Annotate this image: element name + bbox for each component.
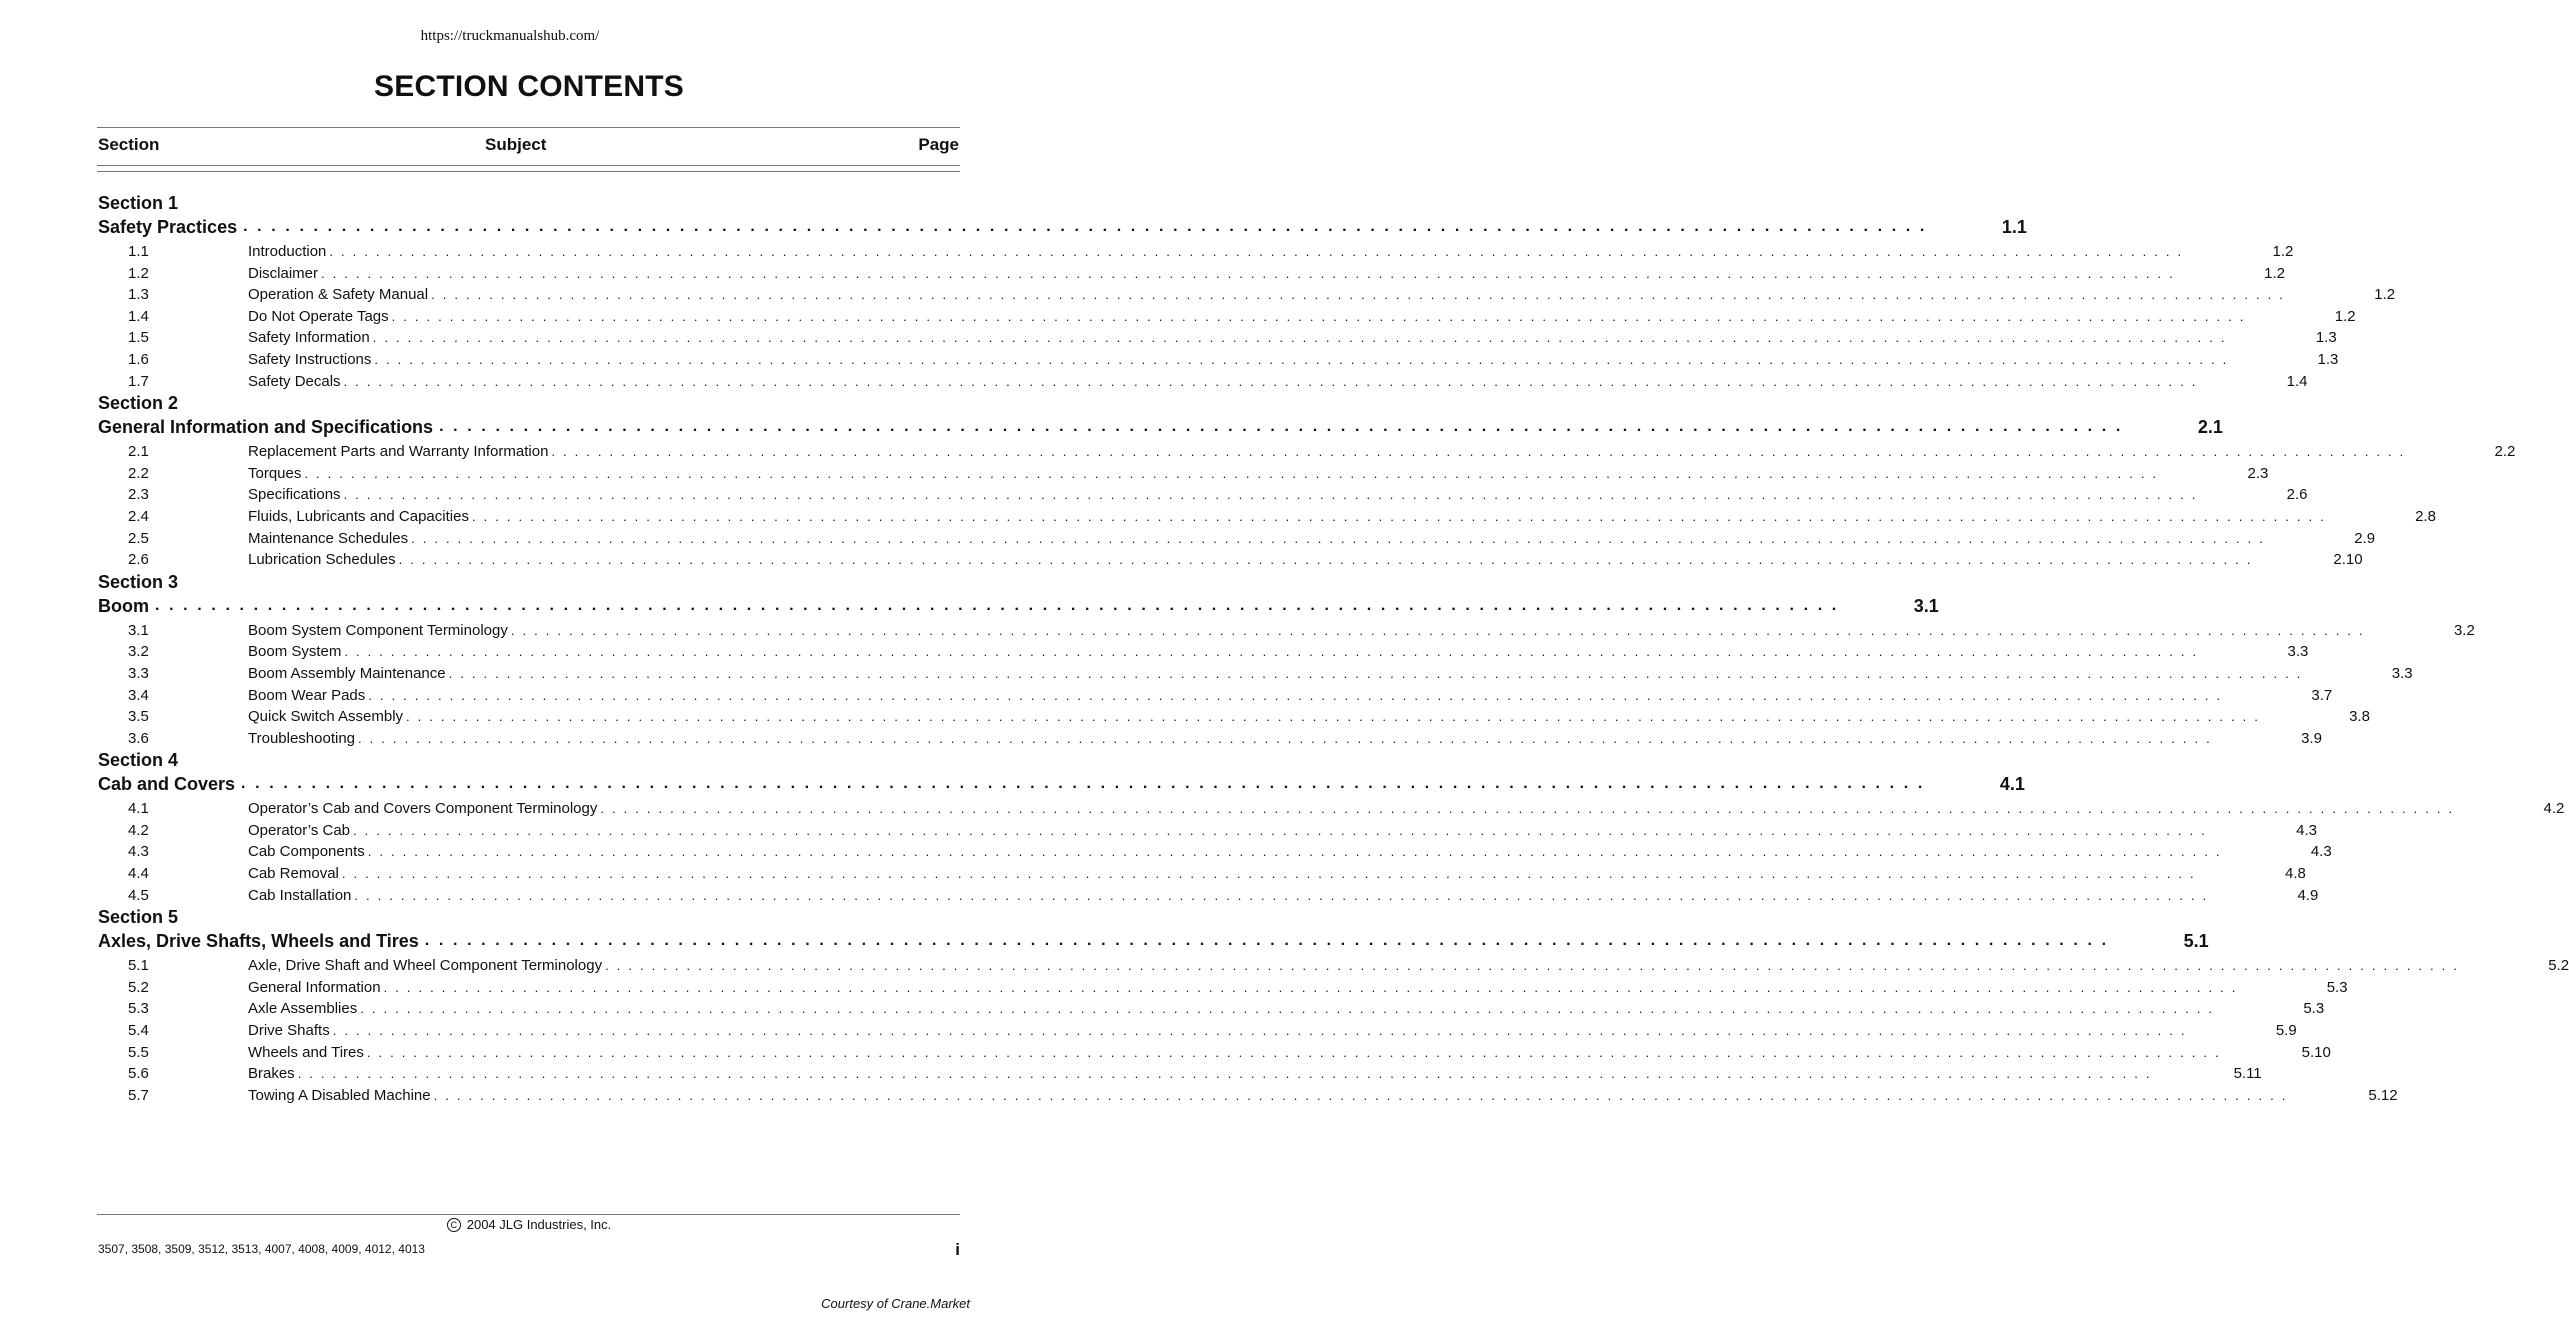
- leader-gap: [2253, 549, 2323, 571]
- leader-gap: [2246, 306, 2316, 328]
- leader-gap: [2326, 506, 2396, 528]
- dot-leader: . . . . . . . . . . . . . . . . . . . . . . . . . . . . . . . . . . . . . . . . . . . . . . . . . . . . . . . . . . . . . . . . . . . . . . . . . . . . . . . . . . . . . . . . . . . . . . . . . . . . . . . . . . . . . . . . . . . . . . . . . . . . . . . . . . . . . . . . . . . . . . . . . . . . . . . . . . . . . . . .: [374, 351, 2229, 367]
- dot-leader: . . . . . . . . . . . . . . . . . . . . . . . . . . . . . . . . . . . . . . . . . . . . . . . . . . . . . . . . . . . . . . . . . . . . . . . . . . . . . . . . . . . . . . . . . . . . . . . . . . . . . . . . . . . . . . . . . . . . . . . . . . . . . . . . . . . . . . . . . . . . . . . . . . . . . . . . . . . . . . . .: [344, 644, 2199, 660]
- item-subject: Troubleshooting: [248, 729, 356, 747]
- item-number: 1.4: [128, 307, 149, 325]
- item-number: 5.7: [128, 1086, 149, 1104]
- list-item: [98, 706, 2371, 728]
- column-header-section: Section: [98, 135, 160, 154]
- list-item: [98, 685, 2333, 707]
- leader-gap: [2222, 685, 2292, 707]
- item-page: 3.7: [2311, 686, 2333, 704]
- dot-leader: . . . . . . . . . . . . . . . . . . . . . . . . . . . . . . . . . . . . . . . . . . . . . . . . . . . . . . . . . . . . . . . . . . . . . . . . . . . . . . . . . . . . . . . . . . . . . . . . . . . . . . . . . . . . . . . . . . . . . . . .: [155, 596, 1839, 614]
- list-item: [98, 327, 2337, 349]
- leader-gap: [2227, 327, 2297, 349]
- leader-gap: [2454, 798, 2524, 820]
- dot-leader: . . . . . . . . . . . . . . . . . . . . . . . . . . . . . . . . . . . . . . . . . . . . . . . . . . . . . . . . . . . . . . . . . . . . . . . . . . . . . . . . . . . . . . . . . . . . . . . . . . . . . . . . . . . . . . . . . . . . . . . . . . . . . . . . . . . . . . . . . . . . . . . . . . . . . . . . . . . . . . . .: [332, 1023, 2187, 1039]
- item-number: 5.3: [128, 1000, 149, 1018]
- list-item: [98, 798, 2565, 820]
- column-header-subject: Subject: [485, 135, 547, 154]
- dot-leader: . . . . . . . . . . . . . . . . . . . . . . . . . . . . . . . . . . . . . . . . . . . . . . . . . . . . . . . . . . . . . . . . . . . . . . . . . . . . . . . . . . . . . . . . . . . . . . . . . . . . . . . . . . . . . . . . . . . . . . . . . . . . . . . . . . . . . . . . . . . . . . . . . . . . . . . . . . . . . . . .: [431, 287, 2286, 303]
- item-number: 1.2: [128, 264, 149, 282]
- list-item: [98, 284, 2396, 306]
- list-item: [98, 820, 2317, 842]
- section-page: 2.1: [2197, 417, 2223, 438]
- dot-leader: . . . . . . . . . . . . . . . . . . . . . . . . . . . . . . . . . . . . . . . . . . . . . . . . . . . . . . . . . . . . . . . . . . . . . . . . . . . . . . . . . . . . . . . . . . . . . . . . . . . . . . . . . . . . . . . . . . . . . . . . . . . . . . . . . . . . . . . . . . . . . . . . . . . . . . . . . . . . . . . .: [304, 465, 2159, 481]
- item-page: 2.9: [2354, 529, 2376, 547]
- item-subject: Axle Assemblies: [248, 1000, 358, 1018]
- dot-leader: . . . . . . . . . . . . . . . . . . . . . . . . . . . . . . . . . . . . . . . . . . . . . . . . . . . . . . . . . . . . . . . . . . . . . . . . . . . . . . . . . . . . . . . . . . . . . . . . . . . . . . . . . . . . . . . . . . . . . . . .: [424, 932, 2109, 950]
- section-label: Section 2: [98, 393, 179, 414]
- dot-leader: . . . . . . . . . . . . . . . . . . . . . . . . . . . . . . . . . . . . . . . . . . . . . . . . . . . . . . . . . . . . . . . . . . . . . . . . . . . . . . . . . . . . . . . . . . . . . . . . . . . . . . . . . . . . . . . . . . . . . . . . . . . . . . . . . . . . . . . . . . . . . . . . . . . . . . . . . . . . . . . .: [366, 1044, 2221, 1060]
- item-number: 5.6: [128, 1065, 149, 1083]
- page-number: i: [955, 1240, 960, 1259]
- dot-leader: . . . . . . . . . . . . . . . . . . . . . . . . . . . . . . . . . . . . . . . . . . . . . . . . . . . . . . . . . . . . . . . . . . . . . . . . . . . . . . . . . . . . . . . . . . . . . . . . . . . . . . . . . . . . . . . . . . . . . . . . . . . . . . . . . . . . . . . . . . . . . . . . . . . . . . . . . . . . . . . .: [329, 244, 2184, 259]
- section-label: Section 1: [98, 193, 179, 213]
- item-page: 5.11: [2233, 1065, 2262, 1083]
- model-numbers: 3507, 3508, 3509, 3512, 3513, 4007, 4008, 4009, 4012, 4013: [98, 1242, 425, 1256]
- item-subject: Do Not Operate Tags: [248, 307, 389, 325]
- item-subject: Safety Information: [248, 329, 370, 347]
- leader-gap: [2183, 241, 2253, 263]
- item-page: 1.2: [2264, 264, 2285, 282]
- leader-gap: [2285, 284, 2355, 306]
- dot-leader: . . . . . . . . . . . . . . . . . . . . . . . . . . . . . . . . . . . . . . . . . . . . . . . . . . . . . . . . . . . . . . . . . . . . . . . . . . . . . . . . . . . . . . . . . . . . . . . . . . . . . . . . . . . . . . . . . . . . . . . . . . . . . . . . . . . . . . . . . . . . . . . . . . . . . . . . . . . . . . . .: [471, 508, 2326, 524]
- item-page: 1.4: [2286, 372, 2308, 390]
- dot-leader: . . . . . . . . . . . . . . . . . . . . . . . . . . . . . . . . . . . . . . . . . . . . . . . . . . . . . . . . . . . . . . . . . . . . . . . . . . . . . . . . . . . . . . . . . . . . . . . . . . . . . . . . . . . . . . . . . . . . . . . . . . . . . . . . . . . . . . . . . . . . . . . . . . . . . . . . . . . . . . . .: [391, 308, 2246, 324]
- leader-gap: [2260, 706, 2330, 728]
- item-number: 5.2: [128, 978, 149, 996]
- item-page: 4.8: [2284, 865, 2306, 883]
- item-subject: Torques: [248, 464, 302, 482]
- item-subject: Wheels and Tires: [248, 1043, 364, 1061]
- section-page: 4.1: [1999, 774, 2025, 795]
- dot-leader: . . . . . . . . . . . . . . . . . . . . . . . . . . . . . . . . . . . . . . . . . . . . . . . . . . . . . . . . . . . . . . . . . . . . . . . . . . . . . . . . . . . . . . . . . . . . . . . . . . . . . . . . . . . . . . . . . . . . . . . . . . . . . . . . . . . . . . . . . . . . . . . . . . . . . . . . . . . . . . . .: [321, 265, 2175, 281]
- item-number: 4.3: [128, 843, 149, 861]
- page-title: SECTION CONTENTS: [374, 70, 684, 103]
- list-item: [98, 463, 2269, 485]
- list-item: [98, 977, 2348, 999]
- list-item: [98, 998, 2325, 1020]
- item-subject: Safety Decals: [248, 372, 341, 390]
- item-number: 5.4: [128, 1022, 149, 1040]
- list-item: [98, 1042, 2331, 1064]
- item-page: 1.2: [2272, 243, 2294, 260]
- list-item: [98, 528, 2376, 550]
- dot-leader: . . . . . . . . . . . . . . . . . . . . . . . . . . . . . . . . . . . . . . . . . . . . . . . . . . . . . . . . . . . . . . . . . . . . . . . . . . . . . . . . . . . . . . . . . . . . . . . . . . . . . . . . . . . . . . . . . . . . . . . . . . . . . . . . . . . . . . . . . . . . . . . . . . . . . . . . . . . . . . . .: [383, 979, 2238, 995]
- item-page: 2.10: [2333, 551, 2363, 569]
- dot-leader: . . . . . . . . . . . . . . . . . . . . . . . . . . . . . . . . . . . . . . . . . . . . . . . . . . . . . . . . . . . . . . . . . . . . . . . . . . . . . . . . . . . . . . . . . . . . . . . . . . . . . . . . . . . . . . . . . . . . . . . . . . . . . . . . . . . . . . . . . . . . . . . . . . . . . . . . . . . . . . . .: [605, 958, 2460, 974]
- list-item: [98, 885, 2319, 907]
- section-label: Section 3: [98, 571, 179, 592]
- leader-gap: [2175, 263, 2245, 285]
- leader-gap: [2196, 863, 2266, 885]
- list-item: [98, 349, 2339, 371]
- dot-leader: . . . . . . . . . . . . . . . . . . . . . . . . . . . . . . . . . . . . . . . . . . . . . . . . . . . . . . . . . . . . . . . . . . . . . . . . . . . . . . . . . . . . . . . . . . . . . . . . . . . . . . . . . . . . . . . . . . . . . . . . . . . . . . . . . . . . . . . . . . . . . . . . . . . . . . . . . . . . . . . .: [343, 487, 2198, 503]
- item-page: 4.3: [2310, 843, 2332, 861]
- section-label: Section 4: [98, 750, 179, 771]
- list-item: [98, 663, 2413, 685]
- leader-gap: [2238, 977, 2308, 999]
- item-number: 3.5: [128, 708, 149, 726]
- item-page: 3.3: [2391, 664, 2413, 682]
- dot-leader: . . . . . . . . . . . . . . . . . . . . . . . . . . . . . . . . . . . . . . . . . . . . . . . . . . . . . . . . . . . . . . . . . . . . . . . . . . . . . . . . . . . . . . . . . . . . . . . . . . . . . . . . . . . . . . . . . . . . . . . . . . . . . . . . . . . . . . . . . . . . . . . . . . . . . . . . . . . . . . . .: [354, 887, 2209, 903]
- item-number: 3.1: [128, 621, 149, 639]
- item-page: 1.2: [2334, 307, 2356, 325]
- dot-leader: . . . . . . . . . . . . . . . . . . . . . . . . . . . . . . . . . . . . . . . . . . . . . . . . . . . . . . . . . . . . . . . . . . . . . . . . . . . . . . . . . . . . . . . . . . . . . . . . . . . . . . . . . . . . . . . . . . . . . . . . . . . . . . . . . . . . . . . . . . . . . . . . . . . . . . . . . . . . . . . .: [353, 822, 2207, 838]
- item-number: 4.1: [128, 800, 149, 818]
- item-number: 1.3: [128, 286, 149, 304]
- item-page: 2.2: [2494, 443, 2516, 461]
- item-page: 4.9: [2297, 886, 2319, 904]
- item-subject: Quick Switch Assembly: [248, 708, 404, 726]
- copyright-icon: C: [447, 1218, 461, 1232]
- table-of-contents: [98, 192, 2569, 1106]
- item-subject: Replacement Parts and Warranty Information: [248, 443, 549, 461]
- dot-leader: . . . . . . . . . . . . . . . . . . . . . . . . . . . . . . . . . . . . . . . . . . . . . . . . . . . . . . . . . . . . . . . . . . . . . . . . . . . . . . . . . . . . . . . . . . . . . . . . . . . . . . . . . . . . . . . . . . . . . . . . . . . . . . . . . . . . . . . . . . . . . . . . . . . . . . . . . . . . . . . .: [411, 530, 2266, 546]
- dot-leader: . . . . . . . . . . . . . . . . . . . . . . . . . . . . . . . . . . . . . . . . . . . . . . . . . . . . . . . . . . . . . . . . . . . . . . . . . . . . . . . . . . . . . . . . . . . . . . . . . . . . . . . . . . . . . . . . . . . . . . . . . . . . . . . . . . . . . . . . . . . . . . . . . . . . . . . . . . . . . . . .: [551, 444, 2406, 460]
- item-subject: Maintenance Schedules: [248, 529, 409, 547]
- copyright-line: [0, 1217, 1058, 1232]
- leader-gap: [2214, 998, 2284, 1020]
- item-subject: Boom System: [248, 643, 342, 661]
- item-page: 5.9: [2275, 1022, 2297, 1040]
- leader-gap: [1839, 594, 1909, 618]
- item-subject: Cab Installation: [248, 886, 352, 904]
- item-number: 2.6: [128, 551, 149, 569]
- item-number: 2.2: [128, 464, 149, 482]
- item-subject: Disclaimer: [248, 264, 319, 282]
- list-item: [98, 841, 2332, 863]
- source-url: https://truckmanualshub.com/: [420, 28, 600, 44]
- leader-gap: [2123, 415, 2193, 439]
- list-item: [98, 641, 2309, 663]
- dot-leader: . . . . . . . . . . . . . . . . . . . . . . . . . . . . . . . . . . . . . . . . . . . . . . . . . . . . . . . . . . . . . . . . . . . . . . . . . . . . . . . . . . . . . . . . . . . . . . . . . . . . . . . . . . . . . . . . . . . . . . . . . . . . . . . . . . . . . . . . . . . . . . . . . . . . . . . . . . . . . . . .: [297, 1066, 2152, 1082]
- list-item: [98, 549, 2363, 571]
- item-page: 2.8: [2415, 507, 2436, 525]
- item-subject: Operator’s Cab: [248, 821, 350, 839]
- leader-gap: [2208, 885, 2278, 907]
- section-title: Safety Practices: [98, 217, 238, 237]
- leader-gap: [2303, 663, 2373, 685]
- item-page: 5.12: [2368, 1086, 2398, 1104]
- item-number: 2.3: [128, 486, 149, 504]
- leader-gap: [2365, 620, 2435, 642]
- item-number: 3.6: [128, 729, 149, 747]
- header-double-rule: [97, 171, 960, 172]
- list-item: [98, 306, 2356, 328]
- section-page: 1.1: [2001, 217, 2027, 237]
- leader-gap: [2198, 484, 2268, 506]
- list-item: [98, 1063, 2262, 1085]
- item-number: 1.7: [128, 372, 149, 390]
- item-number: 1.5: [128, 329, 149, 347]
- item-number: 3.2: [128, 643, 149, 661]
- item-subject: Operator’s Cab and Covers Component Terminology: [248, 800, 598, 818]
- item-number: 1.6: [128, 350, 149, 368]
- item-subject: Operation & Safety Manual: [248, 286, 429, 304]
- leader-gap: [2288, 1085, 2358, 1107]
- dot-leader: . . . . . . . . . . . . . . . . . . . . . . . . . . . . . . . . . . . . . . . . . . . . . . . . . . . . . . . . . . . . . . . . . . . . . . . . . . . . . . . . . . . . . . . . . . . . . . . . . . . . . . . . . . . . . . . . . . . . . . . .: [243, 218, 1927, 235]
- footer-rule: [97, 1214, 960, 1215]
- list-item: [98, 241, 2294, 263]
- dot-leader: . . . . . . . . . . . . . . . . . . . . . . . . . . . . . . . . . . . . . . . . . . . . . . . . . . . . . . . . . . . . . . . . . . . . . . . . . . . . . . . . . . . . . . . . . . . . . . . . . . . . . . . . . . . . . . . . . . . . . . . . . . . . . . . . . . . . . . . . . . . . . . . . . . . . . . . . . . . . . . . .: [360, 1001, 2215, 1017]
- leader-gap: [2265, 528, 2335, 550]
- item-number: 2.1: [128, 443, 149, 461]
- item-page: 4.2: [2543, 800, 2565, 818]
- dot-leader: . . . . . . . . . . . . . . . . . . . . . . . . . . . . . . . . . . . . . . . . . . . . . . . . . . . . . . . . . . . . . . . . . . . . . . . . . . . . . . . . . . . . . . . . . . . . . . . . . . . . . . . . . . . . . . . . . . . . . . . . . . . . . . . . . . . . . . . . . . . . . . . . . . . . . . . . . . . . . . . .: [368, 687, 2223, 703]
- list-item: [98, 863, 2306, 885]
- leader-gap: [1927, 215, 1997, 239]
- item-subject: Towing A Disabled Machine: [248, 1086, 431, 1104]
- item-page: 4.3: [2296, 821, 2317, 839]
- dot-leader: . . . . . . . . . . . . . . . . . . . . . . . . . . . . . . . . . . . . . . . . . . . . . . . . . . . . . . . . . . . . . . . . . . . . . . . . . . . . . . . . . . . . . . . . . . . . . . . . . . . . . . . . . . . . . . . . . . . . . . . . . . . . . . . . . . . . . . . . . . . . . . . . . . . . . . . . . . . . . . . .: [358, 730, 2212, 746]
- section-title-row: [98, 929, 2209, 953]
- list-item: [98, 263, 2285, 285]
- item-page: 5.2: [2548, 957, 2569, 975]
- leader-gap: [2221, 1042, 2291, 1064]
- item-subject: Cab Removal: [248, 865, 339, 883]
- leader-gap: [2198, 371, 2268, 393]
- leader-gap: [2187, 1020, 2257, 1042]
- item-number: 2.5: [128, 529, 149, 547]
- item-page: 5.3: [2326, 978, 2348, 996]
- list-item: [98, 955, 2569, 977]
- list-item: [98, 1085, 2398, 1107]
- item-page: 3.3: [2287, 643, 2309, 661]
- dot-leader: . . . . . . . . . . . . . . . . . . . . . . . . . . . . . . . . . . . . . . . . . . . . . . . . . . . . . . . . . . . . . . . . . . . . . . . . . . . . . . . . . . . . . . . . . . . . . . . . . . . . . . . . . . . . . . . . . . . . . . . . . . . . . . . . . . . . . . . . . . . . . . . . . . . . . . . . . . . . . . . .: [341, 866, 2196, 882]
- item-page: 3.2: [2453, 621, 2475, 639]
- copyright-text: 2004 JLG Industries, Inc.: [466, 1217, 612, 1232]
- leader-gap: [2228, 349, 2298, 371]
- section-title: Axles, Drive Shafts, Wheels and Tires: [98, 931, 419, 952]
- item-page: 2.3: [2247, 464, 2269, 482]
- dot-leader: . . . . . . . . . . . . . . . . . . . . . . . . . . . . . . . . . . . . . . . . . . . . . . . . . . . . . . . . . . . . . . . . . . . . . . . . . . . . . . . . . . . . . . . . . . . . . . . . . . . . . . . . . . . . . . . . . . . . . . . .: [241, 775, 1925, 793]
- leader-gap: [2109, 929, 2179, 953]
- section-title: Cab and Covers: [98, 774, 236, 795]
- item-subject: General Information: [248, 978, 381, 996]
- leader-gap: [2459, 955, 2529, 977]
- item-page: 1.2: [2374, 286, 2396, 304]
- item-subject: Drive Shafts: [248, 1022, 330, 1040]
- dot-leader: . . . . . . . . . . . . . . . . . . . . . . . . . . . . . . . . . . . . . . . . . . . . . . . . . . . . . . . . . . . . . . . . . . . . . . . . . . . . . . . . . . . . . . . . . . . . . . . . . . . . . . . . . . . . . . . . . . . . . . . . . . . . . . . . . . . . . . . . . . . . . . . . . . . . . . . . . . . . . . . .: [398, 552, 2253, 568]
- header-top-rule: [97, 127, 960, 128]
- item-subject: Lubrication Schedules: [248, 551, 396, 569]
- item-number: 1.1: [128, 243, 149, 260]
- dot-leader: . . . . . . . . . . . . . . . . . . . . . . . . . . . . . . . . . . . . . . . . . . . . . . . . . . . . . . . . . . . . . . . . . . . . . . . . . . . . . . . . . . . . . . . . . . . . . . . . . . . . . . . . . . . . . . . . . . . . . . . . . . . . . . . . . . . . . . . . . . . . . . . . . . . . . . . . . . . . . . . .: [510, 622, 2365, 638]
- item-subject: Axle, Drive Shaft and Wheel Component Terminology: [248, 957, 603, 975]
- leader-gap: [2222, 841, 2292, 863]
- item-page: 3.8: [2349, 708, 2371, 726]
- list-item: [98, 620, 2475, 642]
- item-subject: Safety Instructions: [248, 350, 372, 368]
- section-title-row: [98, 415, 2223, 439]
- item-number: 2.4: [128, 507, 149, 525]
- dot-leader: . . . . . . . . . . . . . . . . . . . . . . . . . . . . . . . . . . . . . . . . . . . . . . . . . . . . . . . . . . . . . . . . . . . . . . . . . . . . . . . . . . . . . . . . . . . . . . . . . . . . . . . . . . . . . . . . . . . . . . . .: [439, 418, 2123, 436]
- leader-gap: [2152, 1063, 2222, 1085]
- item-number: 3.4: [128, 686, 149, 704]
- item-page: 5.10: [2301, 1043, 2331, 1061]
- item-number: 5.5: [128, 1043, 149, 1061]
- item-number: 4.4: [128, 865, 149, 883]
- list-item: [98, 506, 2436, 528]
- item-subject: Boom System Component Terminology: [248, 621, 508, 639]
- item-subject: Cab Components: [248, 843, 365, 861]
- section-title-row: [98, 772, 2025, 796]
- list-item: [98, 484, 2308, 506]
- courtesy-note: Courtesy of Crane.Market: [821, 1296, 970, 1311]
- item-number: 4.2: [128, 821, 149, 839]
- dot-leader: . . . . . . . . . . . . . . . . . . . . . . . . . . . . . . . . . . . . . . . . . . . . . . . . . . . . . . . . . . . . . . . . . . . . . . . . . . . . . . . . . . . . . . . . . . . . . . . . . . . . . . . . . . . . . . . . . . . . . . . . . . . . . . . . . . . . . . . . . . . . . . . . . . . . . . . . . . . . . . . .: [367, 844, 2222, 860]
- leader-gap: [2207, 820, 2277, 842]
- section-label: Section 5: [98, 907, 179, 928]
- leader-gap: [2405, 441, 2475, 463]
- header-bottom-rule: [97, 165, 960, 166]
- item-subject: Boom Wear Pads: [248, 686, 366, 704]
- section-page: 3.1: [1913, 595, 1939, 616]
- dot-leader: . . . . . . . . . . . . . . . . . . . . . . . . . . . . . . . . . . . . . . . . . . . . . . . . . . . . . . . . . . . . . . . . . . . . . . . . . . . . . . . . . . . . . . . . . . . . . . . . . . . . . . . . . . . . . . . . . . . . . . . . . . . . . . . . . . . . . . . . . . . . . . . . . . . . . . . . . . . . . . . .: [600, 801, 2455, 817]
- dot-leader: . . . . . . . . . . . . . . . . . . . . . . . . . . . . . . . . . . . . . . . . . . . . . . . . . . . . . . . . . . . . . . . . . . . . . . . . . . . . . . . . . . . . . . . . . . . . . . . . . . . . . . . . . . . . . . . . . . . . . . . . . . . . . . . . . . . . . . . . . . . . . . . . . . . . . . . . . . . . . . . .: [433, 1087, 2288, 1103]
- list-item: [98, 441, 2516, 463]
- item-subject: Fluids, Lubricants and Capacities: [248, 507, 469, 525]
- list-item: [98, 728, 2322, 750]
- list-item: [98, 371, 2308, 393]
- item-page: 2.6: [2286, 486, 2308, 504]
- item-number: 3.3: [128, 664, 149, 682]
- leader-gap: [2198, 641, 2268, 663]
- dot-leader: . . . . . . . . . . . . . . . . . . . . . . . . . . . . . . . . . . . . . . . . . . . . . . . . . . . . . . . . . . . . . . . . . . . . . . . . . . . . . . . . . . . . . . . . . . . . . . . . . . . . . . . . . . . . . . . . . . . . . . . . . . . . . . . . . . . . . . . . . . . . . . . . . . . . . . . . . . . . . . . .: [406, 709, 2261, 725]
- leader-gap: [1925, 772, 1995, 796]
- section-page: 5.1: [2183, 931, 2209, 952]
- item-page: 1.3: [2315, 329, 2337, 347]
- list-item: [98, 1020, 2297, 1042]
- item-page: 3.9: [2301, 729, 2322, 747]
- section-title-row: [98, 215, 2027, 239]
- item-subject: Brakes: [248, 1065, 295, 1083]
- item-page: 1.3: [2317, 350, 2339, 368]
- item-number: 5.1: [128, 957, 149, 975]
- section-title: Boom: [98, 595, 149, 616]
- item-subject: Boom Assembly Maintenance: [248, 664, 446, 682]
- section-title-row: [98, 594, 1939, 618]
- dot-leader: . . . . . . . . . . . . . . . . . . . . . . . . . . . . . . . . . . . . . . . . . . . . . . . . . . . . . . . . . . . . . . . . . . . . . . . . . . . . . . . . . . . . . . . . . . . . . . . . . . . . . . . . . . . . . . . . . . . . . . . . . . . . . . . . . . . . . . . . . . . . . . . . . . . . . . . . . . . . . . . .: [343, 373, 2198, 389]
- item-subject: Specifications: [248, 486, 341, 504]
- leader-gap: [2158, 463, 2228, 485]
- leader-gap: [2212, 728, 2282, 750]
- item-page: 5.3: [2303, 1000, 2325, 1018]
- column-header-page: Page: [918, 135, 959, 154]
- item-subject: Introduction: [248, 243, 327, 260]
- item-number: 4.5: [128, 886, 149, 904]
- section-title: General Information and Specifications: [98, 417, 434, 438]
- dot-leader: . . . . . . . . . . . . . . . . . . . . . . . . . . . . . . . . . . . . . . . . . . . . . . . . . . . . . . . . . . . . . . . . . . . . . . . . . . . . . . . . . . . . . . . . . . . . . . . . . . . . . . . . . . . . . . . . . . . . . . . . . . . . . . . . . . . . . . . . . . . . . . . . . . . . . . . . . . . . . . . .: [372, 330, 2227, 346]
- dot-leader: . . . . . . . . . . . . . . . . . . . . . . . . . . . . . . . . . . . . . . . . . . . . . . . . . . . . . . . . . . . . . . . . . . . . . . . . . . . . . . . . . . . . . . . . . . . . . . . . . . . . . . . . . . . . . . . . . . . . . . . . . . . . . . . . . . . . . . . . . . . . . . . . . . . . . . . . . . . . . . . .: [448, 665, 2303, 681]
